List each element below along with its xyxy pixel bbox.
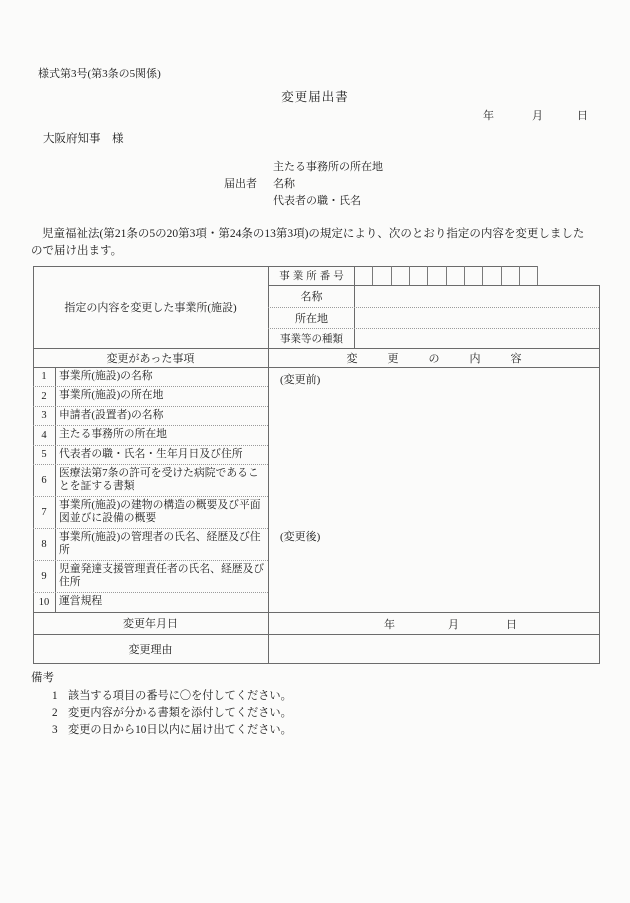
item-label: 事業所(施設)の名称: [59, 369, 153, 382]
item-number: 4: [41, 429, 47, 441]
notes-heading: 備考: [31, 672, 54, 684]
item-number: 8: [41, 538, 47, 550]
office-number-box-line: [537, 266, 538, 285]
change-date-month: 月: [448, 619, 459, 631]
notifier-name: 名称: [273, 178, 295, 190]
item-label: 申請者(設置者)の名称: [59, 408, 164, 421]
office-address-label: 所在地: [295, 312, 328, 325]
office-number-box-line: [501, 266, 502, 285]
item-label: 事業所(施設)の建物の構造の概要及び平面図並びに設備の概要: [59, 498, 261, 524]
intro-line-2: ので届け出ます。: [31, 245, 123, 257]
table-border-right: [599, 285, 600, 664]
business-type-label: 事業等の種類: [280, 333, 343, 345]
item-label: 運営規程: [59, 595, 103, 608]
office-number-box-line: [427, 266, 428, 285]
office-number-box-line: [409, 266, 410, 285]
change-date-label: 変更年月日: [123, 618, 178, 630]
date-month-label: 月: [532, 110, 543, 122]
notifier-office-address: 主たる事務所の所在地: [273, 161, 383, 173]
item-label: 主たる事務所の所在地: [59, 428, 167, 441]
change-form-table: [33, 266, 600, 664]
date-day-label: 日: [577, 110, 588, 122]
office-number-box-line: [519, 266, 520, 285]
note-number: 1: [52, 690, 58, 702]
item-number: 3: [41, 410, 47, 421]
office-number-box-line: [391, 266, 392, 285]
marker-after-change: (変更後): [280, 531, 321, 543]
item-number: 7: [41, 506, 47, 518]
rule-number-column-divider: [55, 367, 56, 612]
change-content-header: 変更の内容: [346, 352, 552, 365]
addressee: 大阪府知事 様: [43, 133, 124, 145]
notifier-label: 届出者: [224, 178, 257, 190]
date-year-label: 年: [483, 110, 494, 122]
item-label: 医療法第7条の許可を受けた病院であることを証する書類: [59, 466, 259, 492]
change-reason-label: 変更理由: [128, 643, 173, 656]
marker-before-change: (変更前): [280, 374, 321, 386]
notifier-representative: 代表者の職・氏名: [273, 195, 361, 207]
note-text: 変更内容が分かる書類を添付してください。: [68, 707, 292, 719]
form-number: 様式第3号(第3条の5関係): [38, 68, 161, 80]
item-label: 児童発達支援管理責任者の氏名、経歴及び住所: [59, 562, 265, 588]
item-number: 1: [41, 371, 47, 382]
note-number: 2: [52, 707, 58, 719]
item-label: 事業所(施設)の管理者の氏名、経歴及び住所: [59, 530, 261, 556]
note-text: 該当する項目の番号に〇を付してください。: [68, 690, 292, 702]
page-title: 変更届出書: [281, 90, 349, 104]
item-number: 6: [41, 474, 47, 486]
office-number-box-line: [446, 266, 447, 285]
note-text: 変更の日から10日以内に届け出てください。: [68, 724, 292, 736]
item-number: 10: [38, 596, 50, 608]
item-number: 9: [41, 570, 47, 582]
office-name-label: 名称: [300, 291, 323, 303]
item-label: 事業所(施設)の所在地: [59, 389, 164, 402]
intro-line-1: 児童福祉法(第21条の5の20第3項・第24条の13第3項)の規定により、次のとおり指定の内容を変更しました: [42, 228, 585, 240]
office-number-box-line: [464, 266, 465, 285]
item-label: 代表者の職・氏名・生年月日及び住所: [59, 447, 243, 460]
item-number: 5: [41, 449, 47, 460]
change-date-year: 年: [384, 619, 395, 631]
note-number: 3: [52, 724, 58, 736]
table-border-bottom: [33, 663, 600, 664]
changed-items-header: 変更があった事項: [106, 352, 195, 365]
office-number-box-line: [482, 266, 483, 285]
item-number: 2: [41, 390, 47, 402]
change-date-day: 日: [506, 619, 517, 631]
office-section-header: 指定の内容を変更した事業所(施設): [64, 302, 237, 314]
office-number-box-line: [372, 266, 373, 285]
office-number-label: 事業所番号: [279, 271, 347, 282]
